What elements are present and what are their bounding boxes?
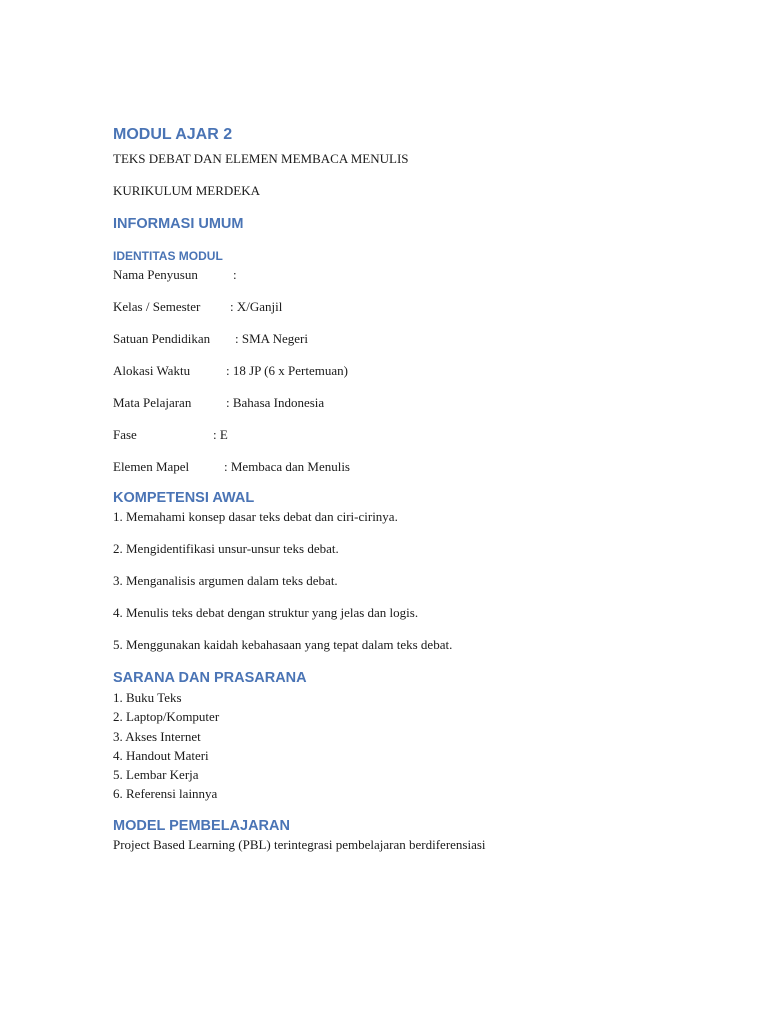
identity-label: Alokasi Waktu xyxy=(113,363,191,378)
list-item: 2. Laptop/Komputer xyxy=(113,709,220,725)
identity-list xyxy=(113,266,713,476)
kompetensi-list xyxy=(113,508,713,654)
identity-row xyxy=(113,330,713,348)
section-model-pembelajaran: MODEL PEMBELAJARAN xyxy=(113,817,290,834)
identity-label: Satuan Pendidikan xyxy=(113,331,211,346)
section-kompetensi-awal: KOMPETENSI AWAL xyxy=(113,490,255,506)
list-item: 5. Lembar Kerja xyxy=(113,767,199,783)
identity-row xyxy=(113,394,713,412)
identity-value: : 18 JP (6 x Pertemuan) xyxy=(226,363,348,378)
model-text: Project Based Learning (PBL) terintegrasi pembelajaran berdiferensiasi xyxy=(113,836,486,852)
list-item: 4. Menulis teks debat dengan struktur yang jelas dan logis. xyxy=(113,605,419,620)
identity-value: : Bahasa Indonesia xyxy=(226,395,325,410)
identity-row xyxy=(113,298,713,316)
section-identitas-modul: IDENTITAS MODUL xyxy=(113,249,223,263)
document-title: MODUL AJAR 2 xyxy=(113,126,233,143)
identity-row xyxy=(113,426,713,444)
list-item: 3. Akses Internet xyxy=(113,728,201,744)
list-item: 6. Referensi lainnya xyxy=(113,786,218,802)
list-item: 2. Mengidentifikasi unsur-unsur teks debat. xyxy=(113,541,339,556)
document-page xyxy=(113,124,713,854)
list-item: 4. Handout Materi xyxy=(113,747,209,763)
identity-value: : E xyxy=(213,427,228,442)
document-subtitle: TEKS DEBAT DAN ELEMEN MEMBACA MENULIS xyxy=(113,151,409,166)
identity-label: Nama Penyusun xyxy=(113,267,198,282)
section-informasi-umum: INFORMASI UMUM xyxy=(113,216,244,232)
identity-label: Kelas / Semester xyxy=(113,299,201,314)
identity-value: : xyxy=(233,267,237,282)
identity-value: : SMA Negeri xyxy=(235,331,308,346)
identity-row xyxy=(113,362,713,380)
identity-row xyxy=(113,266,713,284)
list-item: 1. Buku Teks xyxy=(113,690,182,705)
identity-label: Mata Pelajaran xyxy=(113,395,192,410)
identity-value: : Membaca dan Menulis xyxy=(224,459,350,474)
list-item: 3. Menganalisis argumen dalam teks debat. xyxy=(113,573,338,588)
sarana-list xyxy=(113,688,713,804)
identity-label: Elemen Mapel xyxy=(113,459,190,474)
curriculum-label: KURIKULUM MERDEKA xyxy=(113,183,260,198)
identity-label: Fase xyxy=(113,427,137,442)
identity-row xyxy=(113,458,713,476)
list-item: 5. Menggunakan kaidah kebahasaan yang tepat dalam teks debat. xyxy=(113,637,453,652)
section-sarana-prasarana: SARANA DAN PRASARANA xyxy=(113,670,307,686)
list-item: 1. Memahami konsep dasar teks debat dan ciri-cirinya. xyxy=(113,509,398,524)
identity-value: : X/Ganjil xyxy=(230,299,283,314)
